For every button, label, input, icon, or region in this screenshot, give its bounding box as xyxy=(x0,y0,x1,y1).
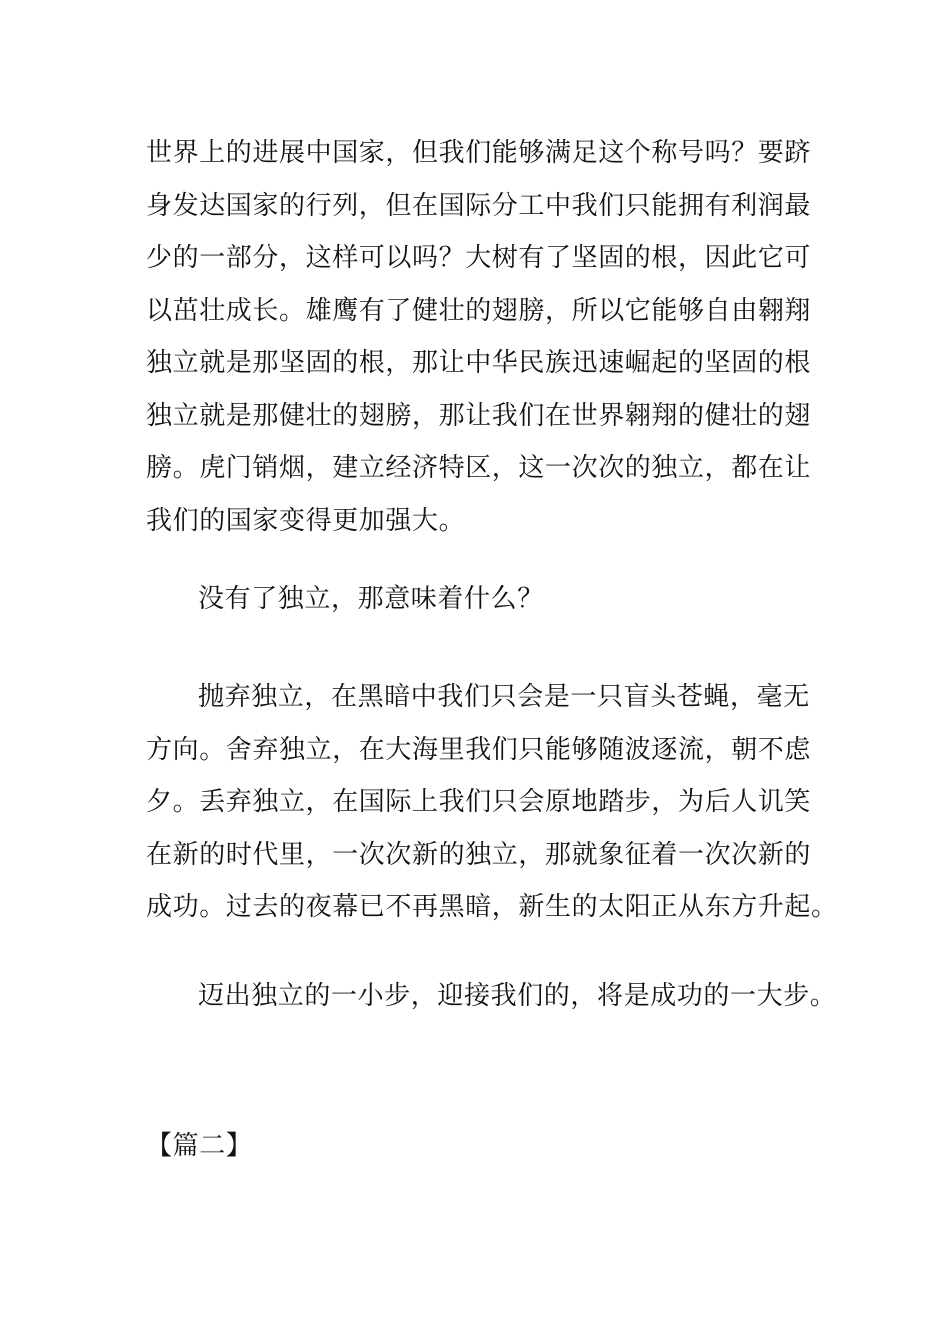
paragraph-3 xyxy=(146,671,838,934)
paragraph-line: 我们的国家变得更加强大。 xyxy=(146,505,466,536)
paragraph-2 xyxy=(146,573,810,626)
paragraph-line: 方向。舍弃独立，在大海里我们只能够随波逐流，朝不虑 xyxy=(146,734,812,765)
paragraph-line: 抛弃独立，在黑暗中我们只会是一只盲头苍蝇，毫无 xyxy=(198,682,810,712)
paragraph-4 xyxy=(146,970,837,1023)
paragraph-line: 以茁壮成长。雄鹰有了健壮的翅膀，所以它能够自由翱翔 xyxy=(146,295,812,326)
section-heading: 【篇二】 xyxy=(146,1131,253,1161)
paragraph-line: 独立就是那健壮的翅膀，那让我们在世界翱翔的健壮的翅 xyxy=(146,400,812,431)
paragraph-line: 迈出独立的一小步，迎接我们的，将是成功的一大步。 xyxy=(198,981,837,1011)
paragraph-line: 没有了独立，那意味着什么？ xyxy=(198,584,544,614)
paragraph-line: 膀。虎门销烟，建立经济特区，这一次次的独立，都在让 xyxy=(146,453,812,483)
paragraph-line: 在新的时代里，一次次新的独立，那就象征着一次次新的 xyxy=(146,839,812,870)
paragraph-line: 世界上的进展中国家，但我们能够满足这个称号吗？要跻 xyxy=(146,138,812,168)
paragraph-line: 成功。过去的夜幕已不再黑暗，新生的太阳正从东方升起。 xyxy=(146,892,838,922)
paragraph-line: 身发达国家的行列，但在国际分工中我们只能拥有利润最 xyxy=(146,190,812,221)
paragraph-1 xyxy=(146,127,810,547)
paragraph-line: 独立就是那坚固的根，那让中华民族迅速崛起的坚固的根 xyxy=(146,348,812,378)
paragraph-line: 夕。丢弃独立，在国际上我们只会原地踏步，为后人讥笑 xyxy=(146,787,812,817)
paragraph-line: 少的一部分，这样可以吗？大树有了坚固的根，因此它可 xyxy=(146,243,812,273)
